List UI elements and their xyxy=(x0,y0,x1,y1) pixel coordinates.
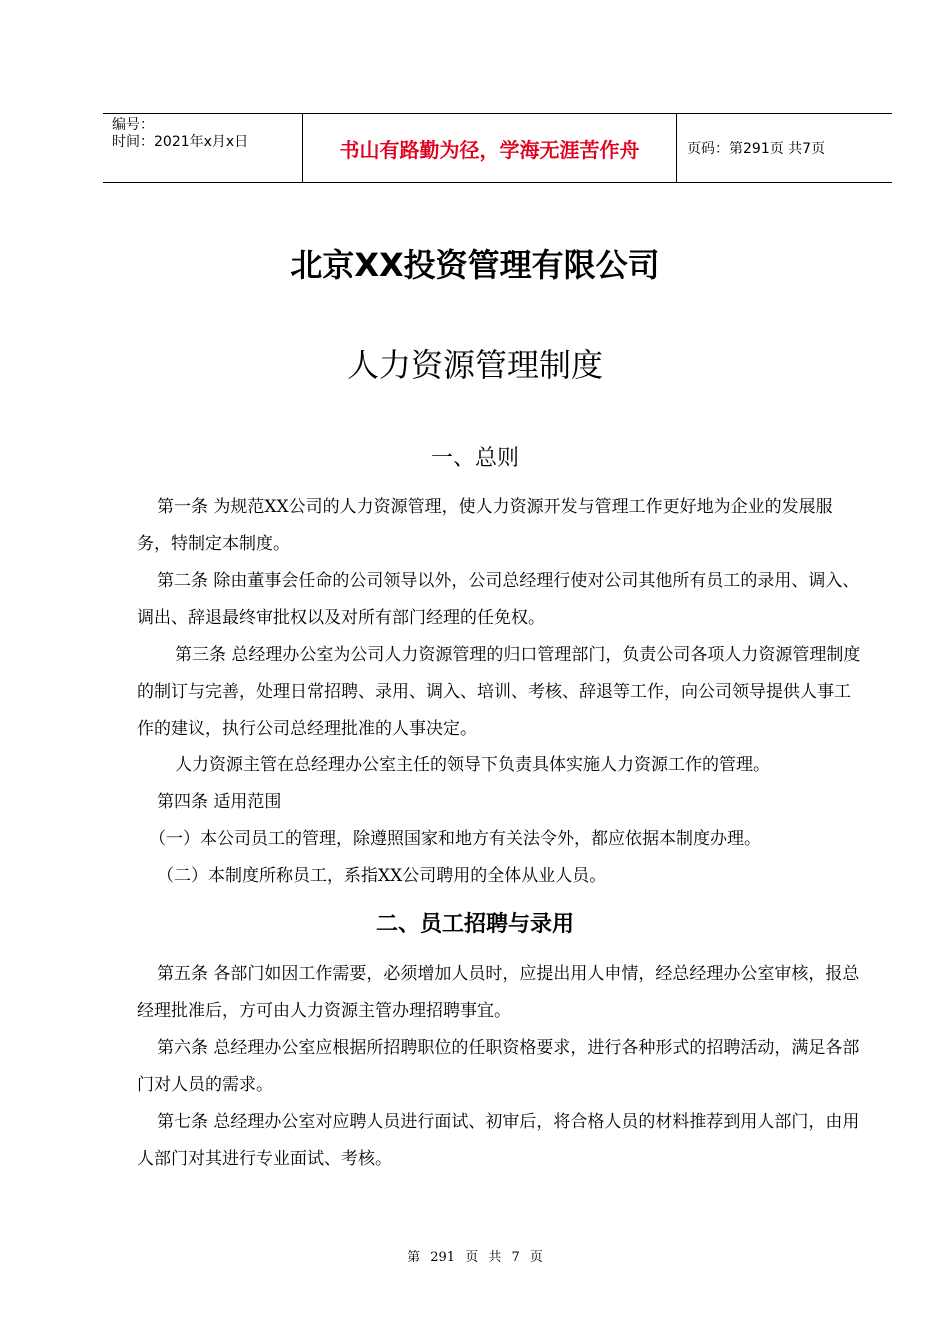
article-4-item-2: （二）本制度所称员工，系指XX公司聘用的全体从业人员。 xyxy=(157,866,607,886)
document-date: 时间：2021年x月x日 xyxy=(112,134,249,150)
article-7: 第七条 总经理办公室对应聘人员进行面试、初审后，将合格人员的材料推荐到用人部门，由用人部门对其进行专业面试、考核。 xyxy=(137,1112,860,1169)
article-3-note: 人力资源主管在总经理办公室主任的领导下负责具体实施人力资源工作的管理。 xyxy=(175,755,770,775)
header-meta xyxy=(103,114,303,182)
section-heading-recruitment: 二、员工招聘与录用 xyxy=(375,912,574,937)
header-page-info: 页码：第291页 共7页 xyxy=(687,141,826,157)
article-4: 第四条 适用范围 xyxy=(157,792,282,812)
page-footer: 第 291 页 共 7 页 xyxy=(407,1250,543,1265)
article-5: 第五条 各部门如因工作需要，必须增加人员时，应提出用人申情，经总经理办公室审核，报总经理批准后，方可由人力资源主管办理招聘事宜。 xyxy=(137,964,860,1021)
article-6: 第六条 总经理办公室应根据所招聘职位的任职资格要求，进行各种形式的招聘活动，满足各部门对人员的需求。 xyxy=(137,1038,860,1095)
article-3: 第三条 总经理办公室为公司人力资源管理的归口管理部门，负责公司各项人力资源管理制度的制订与完善，处理日常招聘、录用、调入、培训、考核、辞退等工作，向公司领导提供人事工作的建议，执行公司总经理批准的人事决定。 xyxy=(137,645,861,739)
company-title: 北京XX投资管理有限公司 xyxy=(290,246,660,284)
document-number-label: 编号： xyxy=(112,117,154,133)
document-header xyxy=(103,113,892,183)
article-4-item-1: （一）本公司员工的管理，除遵照国家和地方有关法令外，都应依据本制度办理。 xyxy=(149,829,761,849)
document-subtitle: 人力资源管理制度 xyxy=(346,346,603,384)
header-motto: 书山有路勤为径，学海无涯苦作舟 xyxy=(303,114,677,182)
article-2: 第二条 除由董事会任命的公司领导以外，公司总经理行使对公司其他所有员工的录用、调入、调出、辞退最终审批权以及对所有部门经理的任免权。 xyxy=(137,571,860,628)
section-heading-general: 一、总则 xyxy=(430,446,519,471)
article-1: 第一条 为规范XX公司的人力资源管理，使人力资源开发与管理工作更好地为企业的发展服务，特制定本制度。 xyxy=(137,497,833,554)
